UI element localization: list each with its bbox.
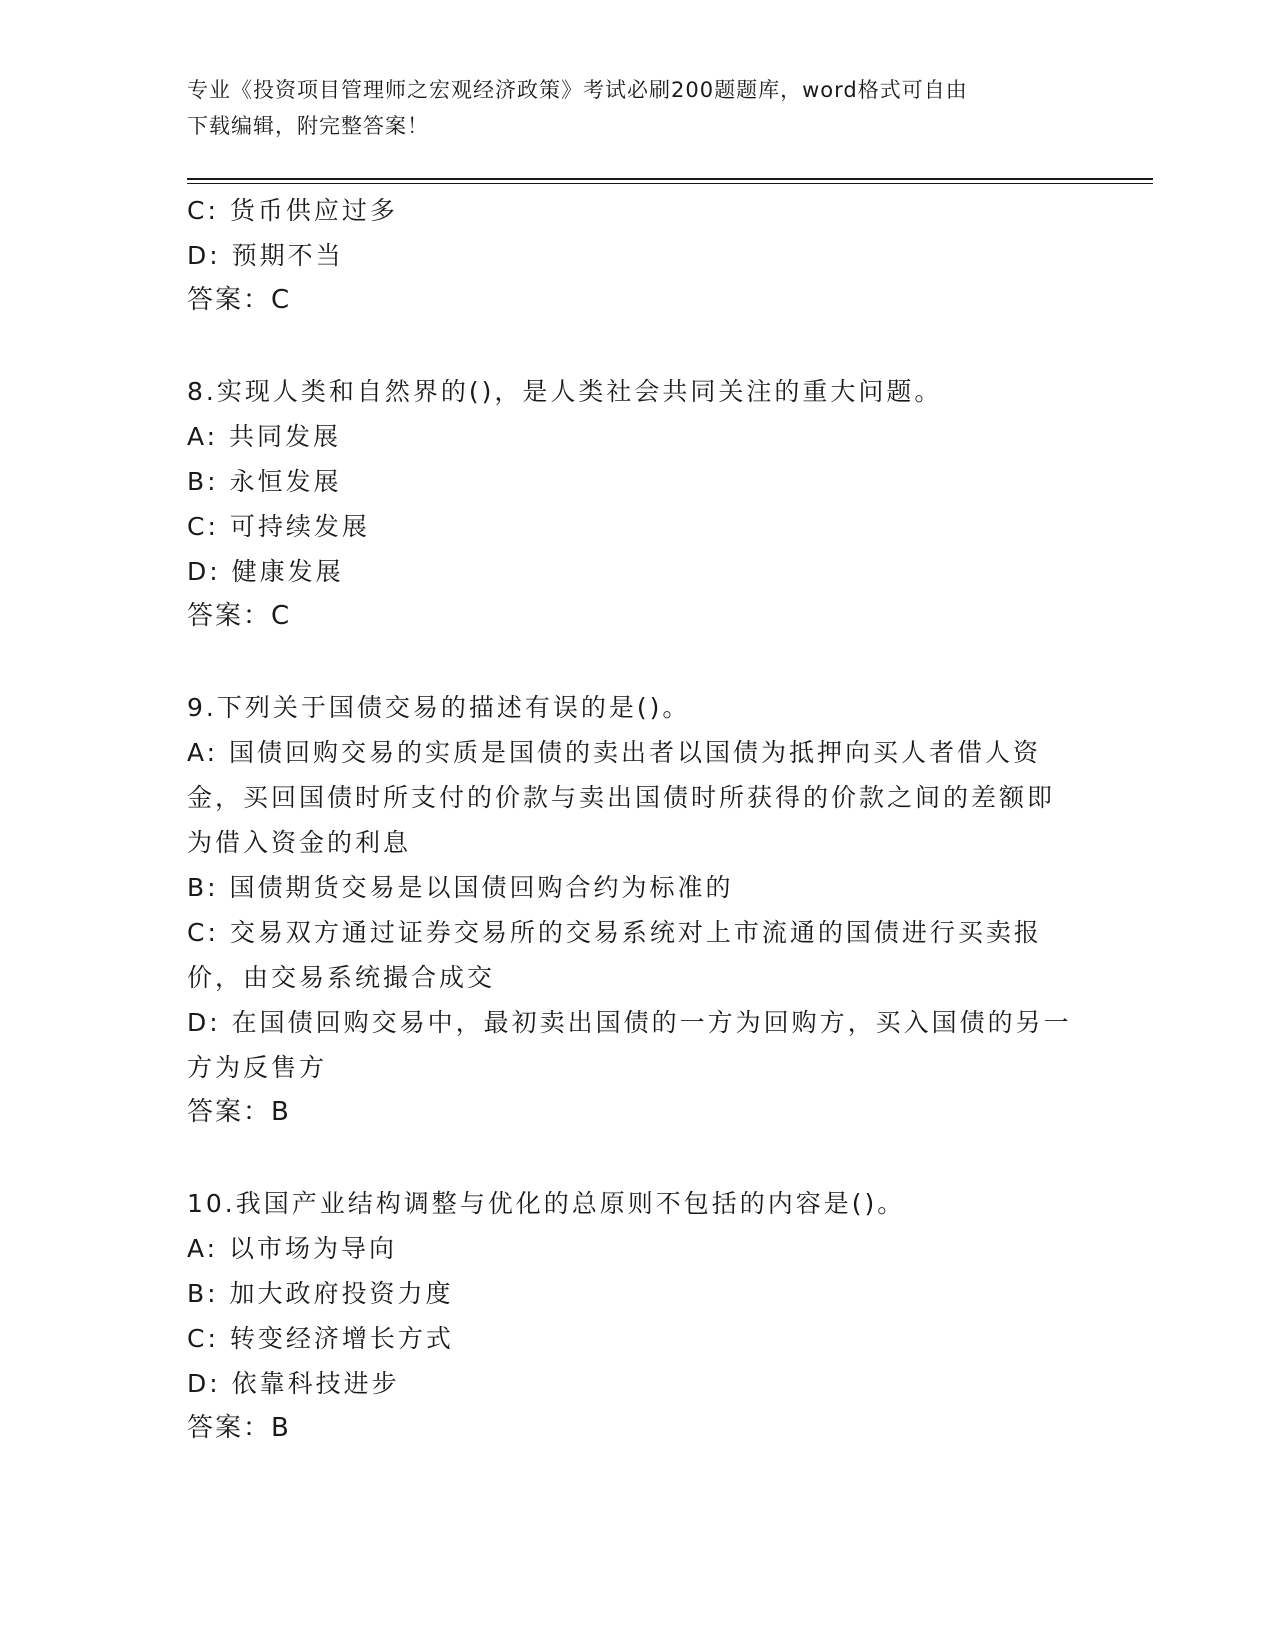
- question-stem: 9.下列关于国债交易的描述有误的是()。: [187, 693, 691, 722]
- answer-line: 答案：B: [187, 1413, 291, 1443]
- spacer: [187, 1135, 1077, 1181]
- option-d: D: 在国债回购交易中，最初卖出国债的一方为回购方，买入国债的另一方为反售方: [187, 1008, 1072, 1082]
- option-d: D: 预期不当: [187, 241, 344, 270]
- question-10: [187, 1181, 1077, 1451]
- option-b: B: 国债期货交易是以国债回购合约为标准的: [187, 873, 734, 902]
- option-c: C: 转变经济增长方式: [187, 1324, 454, 1353]
- option-d: D: 健康发展: [187, 557, 344, 586]
- answer-line: 答案：C: [187, 601, 292, 631]
- option-a: A: 以市场为导向: [187, 1234, 398, 1263]
- option-a: A: 共同发展: [187, 422, 342, 451]
- spacer: [187, 639, 1077, 685]
- question-7-fragment: [187, 188, 1077, 323]
- option-a: A: 国债回购交易的实质是国债的卖出者以国债为抵押向买人者借人资金，买回国债时所支付的价款与卖出国债时所获得的价款之间的差额即为借入资金的利息: [187, 738, 1056, 857]
- answer-line: 答案：B: [187, 1097, 291, 1127]
- header-rule-thin: [187, 183, 1153, 184]
- option-c: C: 可持续发展: [187, 512, 370, 541]
- option-c: C: 货币供应过多: [187, 196, 398, 225]
- question-list: [187, 188, 1077, 1451]
- question-stem: 8.实现人类和自然界的()，是人类社会共同关注的重大问题。: [187, 377, 943, 406]
- option-d: D: 依靠科技进步: [187, 1369, 400, 1398]
- question-9: [187, 685, 1077, 1135]
- answer-line: 答案：C: [187, 285, 292, 315]
- question-8: [187, 369, 1077, 639]
- option-c: C: 交易双方通过证券交易所的交易系统对上市流通的国债进行买卖报价，由交易系统撮合成交: [187, 918, 1042, 992]
- header-rule-thick: [187, 178, 1153, 180]
- question-stem: 10.我国产业结构调整与优化的总原则不包括的内容是()。: [187, 1189, 906, 1218]
- document-header: 专业《投资项目管理师之宏观经济政策》考试必刷200题题库，word格式可自由 下载编辑，附完整答案！: [187, 78, 968, 138]
- spacer: [187, 323, 1077, 369]
- option-b: B: 加大政府投资力度: [187, 1279, 454, 1308]
- option-b: B: 永恒发展: [187, 467, 342, 496]
